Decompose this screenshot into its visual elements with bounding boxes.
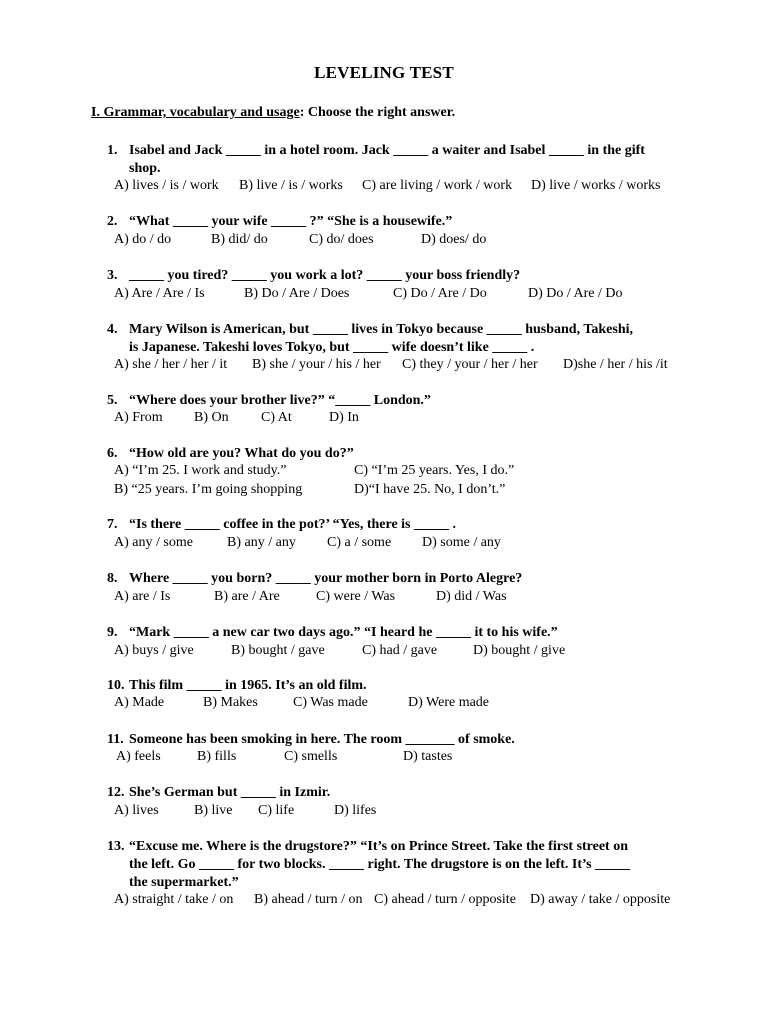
answer-option: B) On [194,410,229,425]
question-number: 10. [107,678,125,693]
answer-option: C) had / gave [362,643,438,658]
question-text: is Japanese. Takeshi loves Tokyo, but _____ wife doesn’t like _____ . [129,340,535,355]
question-text: “Where does your brother live?” “_____ London.” [129,393,431,408]
answer-option: D) did / Was [436,589,507,604]
answer-option: A) straight / take / on [114,892,234,907]
question-text: She’s German but _____ in Izmir. [129,785,331,800]
answer-option: D)she / her / his /it [563,357,668,372]
answer-option: A) “I’m 25. I work and study.” [114,463,287,478]
answer-option: A) lives / is / work [114,178,219,193]
answer-option: A) lives [114,803,159,818]
answer-option: D) live / works / works [531,178,661,193]
question-number: 3. [107,268,118,283]
section-instruction: : Choose the right answer. [299,105,456,120]
section-label: I. Grammar, vocabulary and usage [91,105,300,120]
answer-option: B) bought / gave [231,643,325,658]
question-number: 9. [107,625,118,640]
answer-option: B) did/ do [211,232,268,247]
answer-option: B) live / is / works [239,178,343,193]
answer-option: C) ahead / turn / opposite [374,892,516,907]
answer-option: A) any / some [114,535,193,550]
question-number: 12. [107,785,125,800]
question-text: Isabel and Jack _____ in a hotel room. Jack _____ a waiter and Isabel _____ in the gift [129,143,645,158]
answer-option: D) Do / Are / Do [528,286,623,301]
answer-option: C) do/ does [309,232,374,247]
answer-option: D) does/ do [421,232,487,247]
question-text: _____ you tired? _____ you work a lot? _____ your boss friendly? [129,268,521,283]
question-number: 5. [107,393,118,408]
question-number: 6. [107,446,118,461]
question-text: Where _____ you born? _____ your mother born in Porto Alegre? [129,571,523,586]
answer-option: D)“I have 25. No, I don’t.” [354,482,506,497]
answer-option: B) she / your / his / her [252,357,381,372]
answer-option: B) Makes [203,695,258,710]
section-heading [91,105,455,121]
answer-option: C) “I’m 25 years. Yes, I do.” [354,463,515,478]
question-text: “What _____ your wife _____ ?” “She is a housewife.” [129,214,453,229]
answer-option: C) were / Was [316,589,396,604]
answer-option: C) are living / work / work [362,178,513,193]
answer-option: C) life [258,803,295,818]
answer-option: C) they / your / her / her [402,357,538,372]
answer-option: D) lifes [334,803,377,818]
answer-option: A) are / Is [114,589,171,604]
question-text: the supermarket.” [129,875,239,890]
question-number: 1. [107,143,118,158]
answer-option: A) feels [116,749,161,764]
answer-option: D) In [329,410,359,425]
answer-option: B) are / Are [214,589,280,604]
question-number: 8. [107,571,118,586]
answer-option: B) “25 years. I’m going shopping [114,482,303,497]
answer-option: C) smells [284,749,338,764]
page-title: LEVELING TEST [314,63,454,82]
answer-option: A) buys / give [114,643,194,658]
question-text: the left. Go _____ for two blocks. _____ right. The drugstore is on the left. It’s _____ [129,857,631,872]
answer-option: A) Are / Are / Is [114,286,205,301]
question-text: “Excuse me. Where is the drugstore?” “It’s on Prince Street. Take the first street on [129,839,629,854]
question-text: shop. [129,161,161,176]
question-text: “Mark _____ a new car two days ago.” “I heard he _____ it to his wife.” [129,625,558,640]
answer-option: B) ahead / turn / on [254,892,363,907]
answer-option: C) Was made [293,695,368,710]
question-number: 4. [107,322,118,337]
question-text: Mary Wilson is American, but _____ lives in Tokyo because _____ husband, Takeshi, [129,322,633,337]
answer-option: D) away / take / opposite [530,892,671,907]
answer-option: D) bought / give [473,643,566,658]
question-number: 2. [107,214,118,229]
question-number: 11. [107,732,124,747]
answer-option: A) From [114,410,163,425]
answer-option: C) At [261,410,292,425]
answer-option: A) Made [114,695,165,710]
answer-option: B) Do / Are / Does [244,286,350,301]
question-text: Someone has been smoking in here. The room _______ of smoke. [129,732,515,747]
answer-option: A) do / do [114,232,172,247]
question-number: 13. [107,839,125,854]
answer-option: D) Were made [408,695,490,710]
answer-option: B) fills [197,749,237,764]
answer-option: D) tastes [403,749,453,764]
answer-option: C) Do / Are / Do [393,286,487,301]
answer-option: D) some / any [422,535,501,550]
question-text: “Is there _____ coffee in the pot?’ “Yes, there is _____ . [129,517,457,532]
question-text: “How old are you? What do you do?” [129,446,354,461]
question-number: 7. [107,517,118,532]
answer-option: C) a / some [327,535,392,550]
answer-option: A) she / her / her / it [114,357,228,372]
question-text: This film _____ in 1965. It’s an old film. [129,678,367,693]
answer-option: B) any / any [227,535,296,550]
answer-option: B) live [194,803,233,818]
